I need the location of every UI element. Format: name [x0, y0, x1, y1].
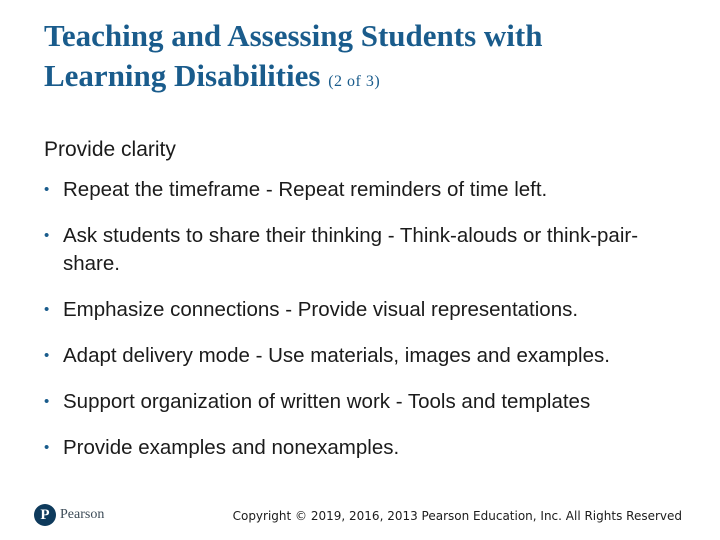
title-line-2: Learning Disabilities [44, 58, 321, 93]
bullet-dot-icon: • [44, 347, 50, 364]
bullet-text: Adapt delivery mode - Use materials, images and examples. [63, 344, 610, 367]
bullet-item [44, 222, 694, 278]
bullet-text: Ask students to share their thinking - Think-alouds or think-pair-share. [63, 224, 639, 275]
bullet-text: Provide examples and nonexamples. [63, 436, 400, 459]
pearson-logo [34, 504, 104, 526]
bullet-dot-icon: • [44, 227, 50, 244]
slide-title [44, 16, 684, 102]
bullet-text: Support organization of written work - Tools and templates [63, 390, 591, 413]
bullet-item [44, 342, 694, 370]
title-page-indicator: (2 of 3) [328, 73, 381, 90]
bullet-dot-icon: • [44, 439, 50, 456]
bullet-item [44, 434, 694, 462]
bullet-dot-icon: • [44, 393, 50, 410]
bullet-dot-icon: • [44, 181, 50, 198]
bullet-text: Emphasize connections - Provide visual representations. [63, 298, 579, 321]
bullet-dot-icon: • [44, 301, 50, 318]
bullet-text: Repeat the timeframe - Repeat reminders of time left. [63, 178, 548, 201]
title-line-1: Teaching and Assessing Students with [44, 18, 543, 53]
bullet-list [44, 176, 694, 480]
section-heading: Provide clarity [44, 138, 176, 161]
bullet-item [44, 296, 694, 324]
copyright-notice: Copyright © 2019, 2016, 2013 Pearson Education, Inc. All Rights Reserved [232, 509, 682, 523]
bullet-item [44, 176, 694, 204]
pearson-logo-text: Pearson [60, 507, 105, 522]
bullet-item [44, 388, 694, 416]
pearson-logo-icon: P [34, 504, 56, 526]
